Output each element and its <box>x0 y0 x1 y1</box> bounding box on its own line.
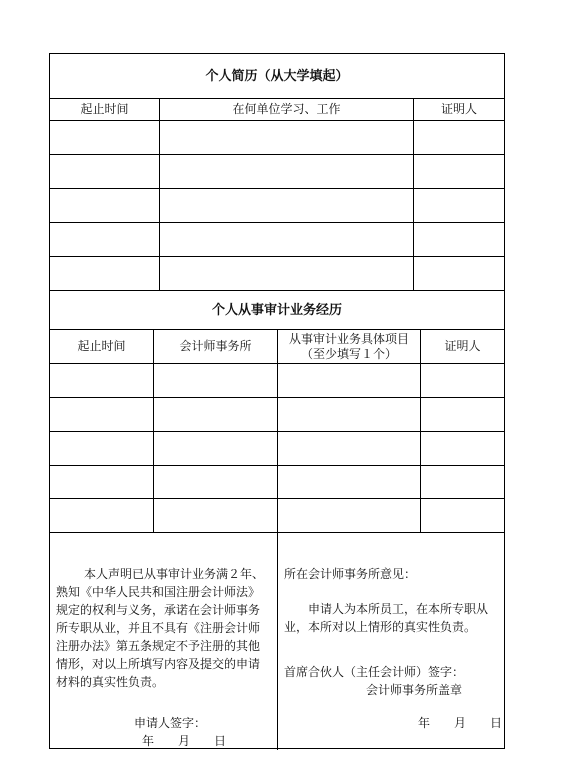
applicant-declaration <box>50 533 278 750</box>
declaration-line-3: 规定的权利与义务，承诺在会计师事务 <box>56 603 261 617</box>
firm-opinion <box>278 533 504 750</box>
audit-header-period: 起止时间 <box>50 330 154 364</box>
resume-row-4-period[interactable] <box>50 223 160 257</box>
resume-row-2-workplace[interactable] <box>160 155 414 189</box>
applicant-date-label: 年 月 日 <box>142 734 227 748</box>
resume-row-1-period[interactable] <box>50 121 160 155</box>
firm-date-label: 年 月 日 <box>418 716 503 730</box>
audit-row-5-firm[interactable] <box>154 499 278 533</box>
resume-header-witness: 证明人 <box>414 99 504 121</box>
resume-row-4-workplace[interactable] <box>160 223 414 257</box>
declaration-line-1: 本人声明已从事审计业务满２年、 <box>84 567 265 581</box>
firm-opinion-heading: 所在会计师事务所意见： <box>284 567 417 581</box>
resume-row-2-period[interactable] <box>50 155 160 189</box>
audit-row-2-project[interactable] <box>278 398 421 432</box>
declaration-line-4: 所专职从业，并且不具有《注册会计师 <box>56 621 261 635</box>
audit-row-1-firm[interactable] <box>154 364 278 398</box>
audit-header-project <box>278 330 421 364</box>
audit-row-4-firm[interactable] <box>154 466 278 499</box>
audit-row-4-period[interactable] <box>50 466 154 499</box>
declaration-line-2: 熟知《中华人民共和国注册会计师法》 <box>56 585 261 599</box>
audit-row-5-project[interactable] <box>278 499 421 533</box>
applicant-signature-label: 申请人签字： <box>134 716 207 730</box>
resume-row-5-period[interactable] <box>50 257 160 291</box>
audit-row-3-project[interactable] <box>278 432 421 466</box>
audit-row-5-period[interactable] <box>50 499 154 533</box>
declaration-line-5: 注册办法》第五条规定不予注册的其他 <box>56 639 261 653</box>
resume-header-workplace: 在何单位学习、工作 <box>160 99 414 121</box>
audit-row-3-period[interactable] <box>50 432 154 466</box>
resume-row-3-period[interactable] <box>50 189 160 223</box>
audit-row-4-project[interactable] <box>278 466 421 499</box>
firm-opinion-line-1: 申请人为本所员工，在本所专职从 <box>308 602 489 616</box>
audit-row-3-firm[interactable] <box>154 432 278 466</box>
resume-row-4-witness[interactable] <box>414 223 504 257</box>
audit-row-2-witness[interactable] <box>421 398 504 432</box>
audit-row-5-witness[interactable] <box>421 499 504 533</box>
resume-row-5-workplace[interactable] <box>160 257 414 291</box>
resume-row-3-workplace[interactable] <box>160 189 414 223</box>
declaration-line-7: 材料的真实性负责。 <box>56 675 165 689</box>
resume-row-1-witness[interactable] <box>414 121 504 155</box>
audit-row-4-witness[interactable] <box>421 466 504 499</box>
audit-header-witness: 证明人 <box>421 330 504 364</box>
firm-seal-label: 会计师事务所盖章 <box>366 683 463 697</box>
declaration-line-6: 情形，对以上所填写内容及提交的申请 <box>56 657 261 671</box>
audit-header-project-line2: （至少填写１个） <box>300 346 397 361</box>
audit-section-title: 个人从事审计业务经历 <box>50 291 504 330</box>
resume-row-1-workplace[interactable] <box>160 121 414 155</box>
registration-form <box>49 53 505 749</box>
partner-signature-label: 首席合伙人（主任会计师）签字： <box>284 665 465 679</box>
resume-row-5-witness[interactable] <box>414 257 504 291</box>
audit-header-firm: 会计师事务所 <box>154 330 278 364</box>
resume-header-period: 起止时间 <box>50 99 160 121</box>
resume-row-3-witness[interactable] <box>414 189 504 223</box>
audit-row-2-period[interactable] <box>50 398 154 432</box>
audit-row-1-witness[interactable] <box>421 364 504 398</box>
resume-row-2-witness[interactable] <box>414 155 504 189</box>
audit-row-3-witness[interactable] <box>421 432 504 466</box>
resume-section-title: 个人简历（从大学填起） <box>50 54 504 99</box>
audit-header-project-line1: 从事审计业务具体项目 <box>288 331 409 346</box>
audit-row-1-project[interactable] <box>278 364 421 398</box>
firm-opinion-line-2: 业，本所对以上情形的真实性负责。 <box>284 620 477 634</box>
audit-row-1-period[interactable] <box>50 364 154 398</box>
audit-row-2-firm[interactable] <box>154 398 278 432</box>
